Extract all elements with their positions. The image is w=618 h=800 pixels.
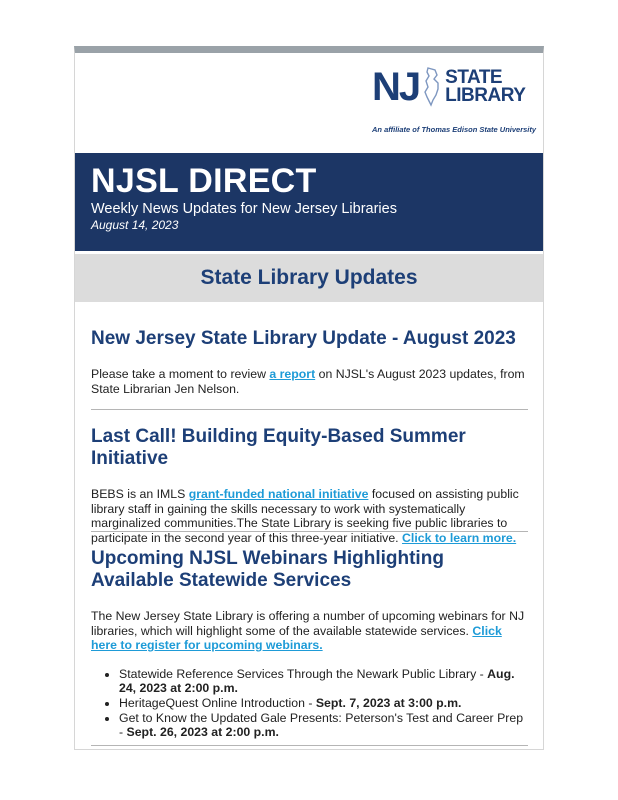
divider — [91, 531, 528, 532]
article-bebs-initiative — [91, 426, 528, 545]
section-header — [75, 254, 543, 302]
webinar-date: Aug. 24, 2023 at 2:00 p.m. — [119, 666, 515, 696]
newsletter-title: NJSL DIRECT — [91, 162, 317, 200]
report-link[interactable]: a report — [269, 367, 316, 381]
divider — [91, 409, 528, 410]
article-text: The New Jersey State Library is offering a number of upcoming webinars for NJ libraries, which will highlight some of the available statewide services. — [91, 609, 525, 638]
nj-state-library-logo[interactable] — [372, 67, 525, 107]
logo-affiliate-text: An affiliate of Thomas Edison State University — [372, 125, 537, 134]
article-text: focused on assisting public library staff in gaining the skills necessary to work with systematically marginalized communities.The State Library is seeking five public libraries to participate in the second year of this three-year initiative. — [91, 487, 519, 545]
logo-nj-text: NJ — [372, 65, 420, 109]
logo-library-text: LIBRARY — [445, 85, 526, 106]
article-njsl-update — [91, 328, 528, 396]
list-item — [119, 711, 528, 740]
newsletter-date: August 14, 2023 — [91, 218, 179, 232]
new-jersey-map-icon — [423, 67, 441, 107]
webinar-title: HeritageQuest Online Introduction - — [119, 695, 316, 710]
article-text: Please take a moment to review — [91, 367, 270, 381]
list-item — [119, 667, 528, 696]
newsletter-card — [74, 46, 544, 750]
list-item — [119, 696, 528, 711]
article-text: BEBS is an IMLS — [91, 487, 189, 501]
article-title: Last Call! Building Equity-Based Summer Initiative — [91, 426, 466, 469]
section-title: State Library Updates — [200, 266, 418, 289]
article-body — [91, 367, 528, 396]
divider — [91, 745, 528, 746]
article-title: Upcoming NJSL Webinars Highlighting Available Statewide Services — [91, 548, 444, 591]
webinar-title: Statewide Reference Services Through the Newark Public Library - — [119, 666, 488, 681]
learn-more-link[interactable]: Click to learn more. — [402, 530, 517, 545]
register-webinars-link[interactable]: Click here to register for upcoming webinars. — [91, 623, 502, 653]
webinar-date: Sept. 7, 2023 at 3:00 p.m. — [315, 695, 462, 710]
logo-header — [75, 53, 543, 153]
webinar-date: Sept. 26, 2023 at 2:00 p.m. — [126, 725, 279, 740]
article-body — [91, 609, 528, 653]
newsletter-banner — [75, 153, 543, 251]
webinar-list — [91, 667, 528, 740]
logo-state-text: STATE — [445, 67, 503, 88]
article-title: New Jersey State Library Update - August 2023 — [91, 328, 516, 349]
article-body — [91, 487, 528, 545]
article-webinars — [91, 548, 528, 740]
webinar-title: Get to Know the Updated Gale Presents: Peterson's Test and Career Prep - — [119, 710, 524, 740]
grant-initiative-link[interactable]: grant-funded national initiative — [188, 487, 369, 501]
article-text: on NJSL's August 2023 updates, from State Librarian Jen Nelson. — [91, 367, 525, 396]
logo-words — [445, 69, 525, 105]
newsletter-subtitle: Weekly News Updates for New Jersey Libraries — [91, 201, 397, 217]
